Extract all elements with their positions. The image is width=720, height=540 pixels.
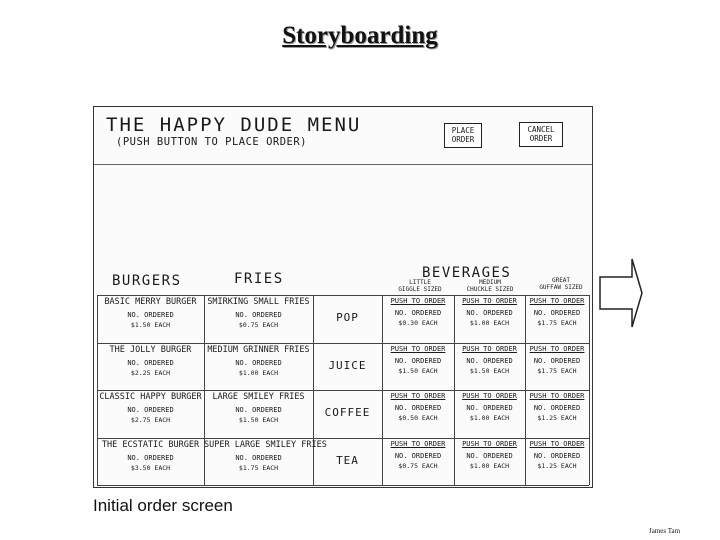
beverage-order-status: NO. ORDERED (394, 356, 442, 365)
beverage-order-status: NO. ORDERED (394, 309, 442, 317)
menu-title: THE HAPPY DUDE MENU (106, 114, 362, 136)
fries-price: $1.50 EACH (238, 416, 279, 424)
beverage-size-cell (525, 392, 589, 436)
fries-price: $1.00 EACH (238, 368, 279, 377)
fries-price: $0.75 EACH (238, 321, 279, 329)
push-to-order-button[interactable]: PUSH TO ORDER (529, 297, 585, 305)
burger-price: $1.50 EACH (130, 321, 171, 329)
fries-name: LARGE SMILEY FRIES (212, 392, 305, 402)
push-to-order-button[interactable]: PUSH TO ORDER (529, 392, 585, 400)
section-beverages: BEVERAGES (422, 265, 512, 281)
beverage-size-cell (382, 440, 454, 484)
size-label-great: GREAT GUFFAW SIZED (539, 277, 583, 291)
burger-cell[interactable] (97, 297, 204, 341)
beverage-order-status: NO. ORDERED (466, 451, 513, 460)
beverage-price: $1.50 EACH (398, 366, 438, 375)
fries-order-status: NO. ORDERED (235, 406, 282, 414)
beverage-order-status: NO. ORDERED (533, 451, 581, 460)
beverage-name: POP (336, 311, 359, 324)
section-fries: FRIES (234, 271, 284, 287)
fries-order-status: NO. ORDERED (235, 453, 282, 462)
beverage-price: $0.30 EACH (398, 319, 438, 327)
beverage-price: $0.50 EACH (398, 414, 438, 422)
beverage-size-cell (454, 440, 525, 484)
section-burgers: BURGERS (112, 273, 182, 289)
beverage-price: $1.75 EACH (537, 366, 577, 375)
fries-name: MEDIUM GRINNER FRIES (207, 344, 310, 355)
push-to-order-button[interactable]: PUSH TO ORDER (462, 297, 517, 305)
beverage-price: $1.00 EACH (469, 414, 510, 422)
push-to-order-button[interactable]: PUSH TO ORDER (462, 344, 517, 353)
beverage-size-cell (525, 297, 589, 341)
header-divider (94, 164, 592, 165)
burger-name: THE JOLLY BURGER (109, 344, 192, 355)
menu-subtitle: (PUSH BUTTON TO PLACE ORDER) (116, 136, 308, 148)
push-to-order-button[interactable]: PUSH TO ORDER (390, 439, 446, 448)
fries-order-status: NO. ORDERED (235, 358, 282, 367)
beverage-order-status: NO. ORDERED (394, 451, 442, 460)
beverage-name-cell (313, 297, 382, 341)
size-label-little: LITTLE GIGGLE SIZED (398, 279, 442, 293)
fries-cell[interactable] (204, 439, 327, 484)
beverage-size-cell (454, 392, 525, 436)
beverage-name: COFFEE (324, 406, 371, 419)
beverage-name-cell (313, 440, 382, 484)
beverage-order-status: NO. ORDERED (533, 356, 581, 365)
fries-order-status: NO. ORDERED (235, 311, 282, 319)
beverage-order-status: NO. ORDERED (533, 404, 581, 412)
beverage-order-status: NO. ORDERED (394, 404, 442, 412)
slide-title: Storyboarding (282, 22, 438, 49)
burger-price: $3.50 EACH (130, 463, 171, 472)
beverage-size-cell (382, 392, 454, 436)
author-credit: James Tam (649, 527, 681, 535)
grid-vline (589, 295, 590, 485)
slide-caption: Initial order screen (93, 496, 233, 515)
grid-hline (97, 343, 589, 344)
burger-order-status: NO. ORDERED (127, 358, 174, 367)
beverage-size-cell (454, 297, 525, 341)
burger-price: $2.25 EACH (130, 368, 171, 377)
burger-price: $2.75 EACH (130, 416, 171, 424)
beverage-size-cell (525, 440, 589, 484)
burger-order-status: NO. ORDERED (127, 311, 174, 319)
push-to-order-button[interactable]: PUSH TO ORDER (390, 297, 446, 305)
burger-cell[interactable] (97, 392, 204, 436)
fries-cell[interactable] (204, 345, 313, 389)
beverage-price: $1.25 EACH (537, 414, 577, 422)
fries-name: SUPER LARGE SMILEY FRIES (204, 439, 327, 450)
fries-name: SMIRKING SMALL FRIES (207, 297, 310, 307)
beverage-price: $1.75 EACH (537, 319, 577, 327)
burger-cell[interactable] (97, 345, 204, 389)
burger-cell[interactable] (97, 440, 204, 484)
beverage-name: TEA (336, 453, 359, 467)
burger-name: BASIC MERRY BURGER (104, 297, 197, 307)
beverage-order-status: NO. ORDERED (466, 309, 513, 317)
burger-name: THE ECSTATIC BURGER (101, 439, 200, 450)
push-to-order-button[interactable]: PUSH TO ORDER (529, 439, 585, 448)
menu-grid (97, 295, 589, 485)
beverage-price: $1.25 EACH (537, 461, 577, 470)
beverage-size-cell (382, 297, 454, 341)
beverage-size-cell (382, 345, 454, 389)
grid-hline (97, 390, 589, 391)
grid-hline (97, 438, 589, 439)
grid-hline (97, 295, 589, 296)
beverage-size-cell (454, 345, 525, 389)
beverage-size-cell (525, 345, 589, 389)
push-to-order-button[interactable]: PUSH TO ORDER (462, 439, 517, 448)
size-label-medium: MEDIUM CHUCKLE SIZED (466, 279, 514, 293)
push-to-order-button[interactable]: PUSH TO ORDER (390, 392, 446, 400)
fries-price: $1.75 EACH (238, 463, 279, 472)
grid-hline (97, 485, 589, 486)
push-to-order-button[interactable]: PUSH TO ORDER (529, 344, 585, 353)
beverage-order-status: NO. ORDERED (466, 356, 513, 365)
beverage-price: $1.50 EACH (469, 366, 510, 375)
beverage-price: $1.00 EACH (469, 319, 510, 327)
beverage-name-cell (313, 345, 382, 389)
beverage-name: JUICE (328, 358, 367, 372)
fries-cell[interactable] (204, 392, 313, 436)
place-order-button[interactable]: PLACE ORDER (444, 123, 482, 148)
beverage-price: $1.00 EACH (469, 461, 510, 470)
burger-order-status: NO. ORDERED (127, 453, 174, 462)
beverage-price: $0.75 EACH (398, 461, 438, 470)
burger-order-status: NO. ORDERED (127, 406, 174, 414)
beverage-name-cell (313, 392, 382, 436)
beverage-order-status: NO. ORDERED (533, 309, 581, 317)
menu-screen (93, 106, 593, 488)
burger-name: CLASSIC HAPPY BURGER (99, 392, 202, 402)
push-to-order-button[interactable]: PUSH TO ORDER (462, 392, 517, 400)
beverage-order-status: NO. ORDERED (466, 404, 513, 412)
fries-cell[interactable] (204, 297, 313, 341)
right-arrow-icon[interactable] (598, 255, 644, 331)
push-to-order-button[interactable]: PUSH TO ORDER (390, 344, 446, 353)
cancel-order-button[interactable]: CANCEL ORDER (519, 122, 563, 147)
